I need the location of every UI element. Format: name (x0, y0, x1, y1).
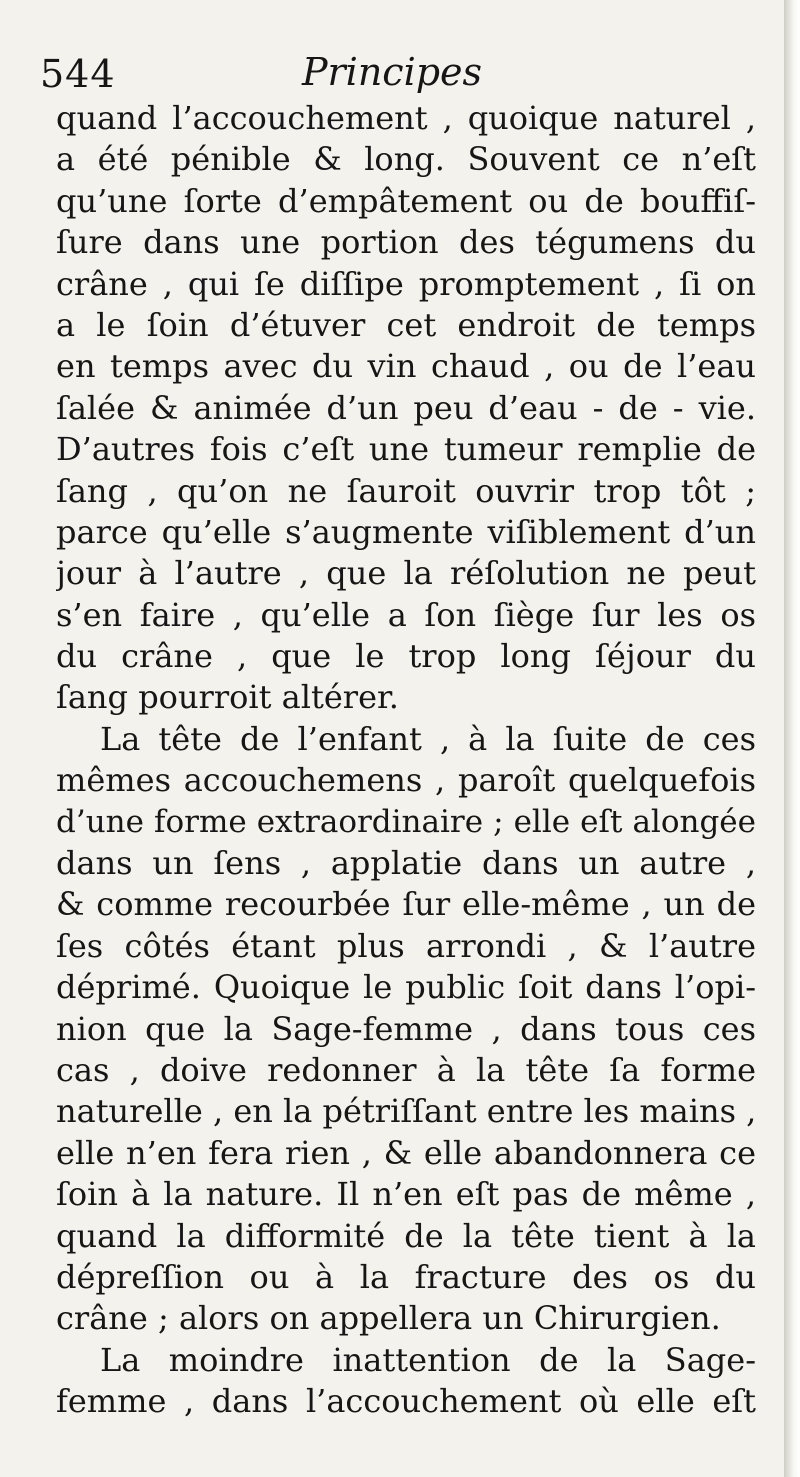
text-line: La tête de l’enfant , à la ſuite de ces (100, 719, 756, 758)
text-line: nion que la Sage-femme , dans tous ces (56, 1009, 756, 1048)
body-text (56, 98, 756, 1423)
text-line: mêmes accouchemens , paroît quelquefois (56, 761, 756, 800)
text-line: déprimé. Quoique le public ſoit dans l’opi- (56, 968, 756, 1007)
running-head: Principes (301, 50, 483, 94)
text-line: ſang pourroit altérer. (56, 678, 399, 717)
text-line: D’autres fois c’eſt une tumeur remplie de (56, 430, 756, 469)
text-line: quand l’accouchement , quoique naturel , (56, 99, 756, 137)
text-line: femme , dans l’accouchement où elle eſt (56, 1382, 756, 1421)
text-line: La moindre inattention de la Sage- (100, 1340, 756, 1379)
text-line: naturelle , en la pétriſſant entre les mains , (56, 1092, 756, 1131)
text-line: qu’une ſorte d’empâtement ou de bouffiſ- (56, 181, 756, 220)
text-line: crâne ; alors on appellera un Chirurgien. (56, 1299, 721, 1338)
text-line: a été pénible & long. Souvent ce n’eſt (56, 140, 756, 179)
text-line: ſoin à la nature. Il n’en eſt pas de même , (56, 1175, 756, 1214)
text-line: s’en faire , qu’elle a ſon ſiège ſur les os (56, 595, 756, 634)
text-line: & comme recourbée ſur elle-même , un de (56, 885, 756, 924)
text-line: elle n’en fera rien , & elle abandonnera ce (56, 1133, 756, 1172)
text-line: dépreſſion ou à la fracture des os du (56, 1257, 756, 1296)
text-line: parce qu’elle s’augmente viſiblement d’un (56, 512, 756, 551)
text-line: du crâne , que le trop long ſéjour du (56, 637, 756, 676)
text-line: jour à l’autre , que la réſolution ne peut (56, 554, 756, 593)
text-line: en temps avec du vin chaud , ou de l’eau (56, 347, 756, 386)
page-edge (784, 0, 800, 1477)
text-line: ſes côtés étant plus arrondi , & l’autre (56, 926, 756, 965)
text-line: dans un ſens , applatie dans un autre , (56, 844, 756, 883)
page-number: 544 (40, 52, 116, 96)
text-line: d’une forme extraordinaire ; elle eſt alongée (56, 803, 756, 840)
text-line: ſure dans une portion des tégumens du (56, 223, 756, 262)
text-line: ſang , qu’on ne ſauroit ouvrir trop tôt ; (56, 471, 756, 510)
text-line: ſalée & animée d’un peu d’eau - de - vie. (56, 388, 756, 427)
text-line: a le ſoin d’étuver cet endroit de temps (56, 305, 756, 344)
text-line: cas , doive redonner à la tête ſa forme (56, 1050, 756, 1089)
text-line: crâne , qui ſe diſſipe promptement , ſi on (56, 264, 756, 303)
text-line: quand la difformité de la tête tient à la (56, 1216, 756, 1255)
